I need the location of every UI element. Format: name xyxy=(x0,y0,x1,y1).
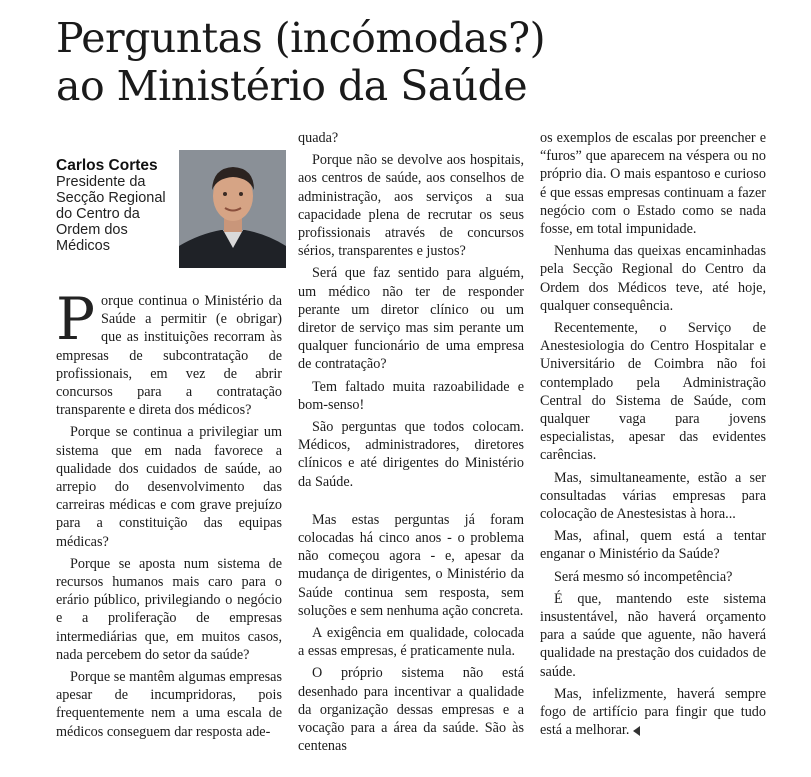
paragraph: Porque se mantêm algumas empresas apesar de incumpridoras, pois frequentemente nem a uma escala de médicos conseguem dar resposta ade- xyxy=(56,669,282,740)
paragraph: A exigência em qualidade, colocada a essas empresas, é praticamente nula. xyxy=(298,625,524,660)
paragraph: Será que faz sentido para alguém, um médico não ter de responder perante um diretor clínico ou um diretor de serviço mas sim perante um qualquer funcionário de uma empresa de contratação? xyxy=(298,265,524,373)
paragraph: Será mesmo só incompetência? xyxy=(554,568,733,585)
paragraph: Recentemente, o Serviço de Anestesiologia do Centro Hospitalar e Universitário de Coimbra não foi contemplado pela Administração Central do Sistema de Saúde, com qualquer vaga para jovens especialistas, apesar das evidentes carências. xyxy=(540,320,766,464)
headline-line-1: Perguntas (incómodas?) xyxy=(56,14,546,62)
author-photo xyxy=(179,150,286,268)
paragraph xyxy=(56,285,282,419)
paragraph: Tem faltado muita razoabilidade e bom-senso! xyxy=(298,378,524,413)
paragraph: Porque se continua a privilegiar um sistema que em nada favorece a qualidade dos cuidados de saúde, ao arrepio do desenvolvimento das carreiras médicas e com grave prejuízo para a constituição das equipas médicas? xyxy=(56,424,282,550)
paragraph: O próprio sistema não está desenhado para incentivar a qualidade da organização dessas empresas e a vocação para a área da saúde. São às centenas xyxy=(298,665,524,755)
author-info xyxy=(56,158,178,254)
paragraph: Porque não se devolve aos hospitais, aos centros de saúde, aos conselhos de administração, aos serviços a sua capacidade plena de recrutar os seus profissionais através de concursos sérios, transparentes e justos? xyxy=(298,152,524,260)
paragraph: Mas estas perguntas já foram colocadas há cinco anos - o problema não começou agora - e, apesar da mudança de dirigentes, o Ministério da Saúde continua sem resposta, sem soluções e sem nenhuma ação concreta. xyxy=(298,511,524,619)
paragraph: os exemplos de escalas por preencher e “furos” que aparecem na véspera ou no próprio dia. O mais espantoso e curioso é que essas empresas continuam a fazer negócio com o Estado como se nada fosse, em total impunidade. xyxy=(540,130,766,238)
article-column-2 xyxy=(298,129,524,760)
paragraph: Mas, simultaneamente, estão a ser consultadas várias empresas para colocação de Anestesistas à hora... xyxy=(540,469,766,523)
end-of-article-icon xyxy=(633,726,640,736)
paragraph: É que, mantendo este sistema insustentável, não haverá orçamento para a saúde que aguente, não haverá qualidade na prestação dos cuidados de saúde. xyxy=(540,590,766,680)
paragraph-text: Mas, infelizmente, haverá sempre fogo de artifício para fingir que tudo está a melhorar. xyxy=(540,685,766,739)
article-column-1 xyxy=(56,285,282,745)
article-headline xyxy=(56,14,796,110)
paragraph: Mas, afinal, quem está a tentar enganar o Ministério da Saúde? xyxy=(540,528,766,563)
paragraph: Porque se aposta num sistema de recursos humanos mais caro para o erário público, privilegiando o negócio e a proliferação de empresas intermediárias que, em muitos casos, nada percebem do setor da saúde? xyxy=(56,555,282,663)
author-box xyxy=(56,150,286,268)
paragraph: Nenhuma das queixas encaminhadas pela Secção Regional do Centro da Ordem dos Médicos teve, até hoje, qualquer consequência. xyxy=(540,243,766,314)
section-break xyxy=(298,495,524,511)
paragraph xyxy=(540,685,766,740)
paragraph: São perguntas que todos colocam. Médicos, administradores, diretores clínicos e até dirigentes do Ministério da Saúde. xyxy=(298,419,524,490)
author-name: Carlos Cortes xyxy=(56,157,158,174)
headline-line-2: ao Ministério da Saúde xyxy=(56,62,528,110)
author-role: Presidente da Secção Regional do Centro da Ordem dos Médicos xyxy=(56,174,166,254)
paragraph: quada? xyxy=(298,130,339,146)
drop-cap: P xyxy=(56,285,96,353)
paragraph-text: orque continua o Ministério da Saúde a permitir (e obrigar) que as instituições recorram às empresas de subcontratação de profissionais, em vez de abrir concursos para a contratação transparente e direta dos médicos? xyxy=(56,293,282,419)
author-portrait-image xyxy=(179,150,286,268)
article-column-3 xyxy=(540,129,766,744)
